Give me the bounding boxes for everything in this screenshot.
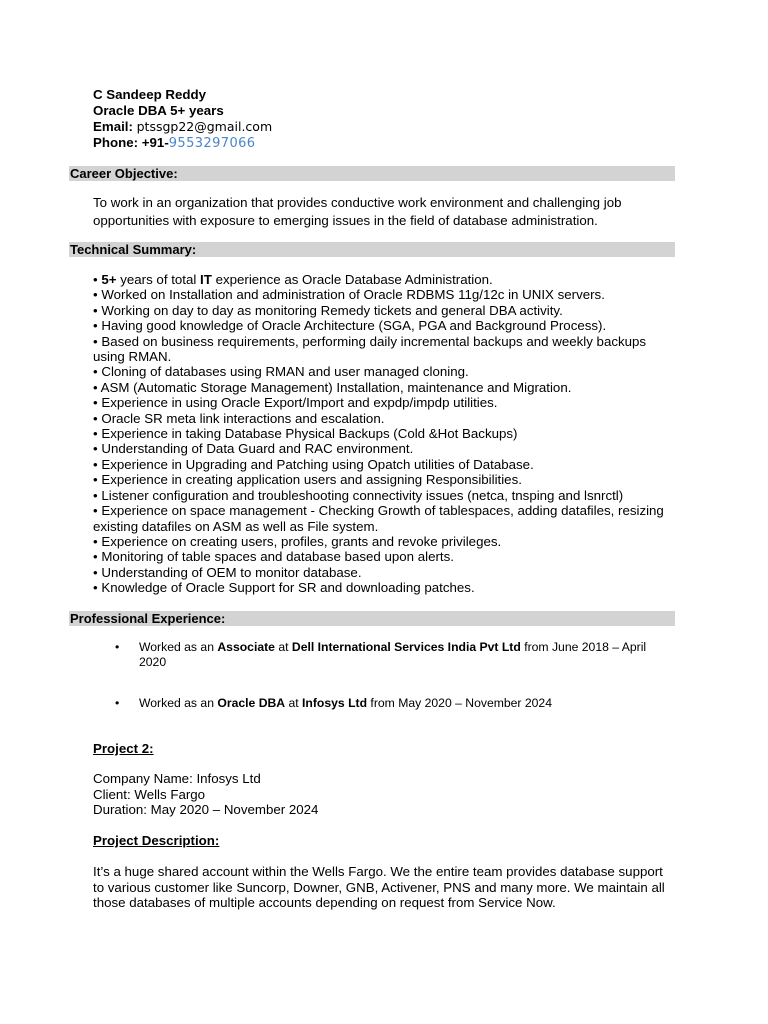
experience-period: from May 2020 – November 2024 [367, 696, 552, 710]
email-label: Email: [93, 119, 133, 134]
list-item: • Oracle SR meta link interactions and escalation. [93, 410, 385, 426]
phone-prefix: +91- [141, 135, 169, 150]
experience-company: Infosys Ltd [302, 696, 368, 710]
phone-label: Phone: [93, 135, 139, 150]
list-item: • Worked on Installation and administration of Oracle RDBMS 11g/12c in UNIX servers. [93, 287, 605, 303]
years-value: 5+ [101, 272, 117, 287]
list-item-text: years of total [116, 272, 201, 287]
project-company: Company Name: Infosys Ltd [93, 771, 261, 786]
experience-role: Associate [217, 640, 275, 654]
project-duration: Duration: May 2020 – November 2024 [93, 802, 319, 818]
list-item [93, 272, 673, 287]
experience-text [139, 640, 655, 669]
list-item: • Understanding of OEM to monitor database. [93, 564, 362, 580]
phone-line [93, 135, 272, 151]
list-item: • Having good knowledge of Oracle Architecture (SGA, PGA and Background Process). [93, 318, 607, 334]
list-item: • Experience in taking Database Physical Backups (Cold &Hot Backups) [93, 426, 518, 442]
career-objective-heading: Career Objective: [69, 166, 675, 181]
bullet-prefix: • [93, 272, 102, 287]
list-item: • Experience on space management - Checking Growth of tablespaces, adding datafiles, resizing existing datafiles on ASM as well as File system. [93, 503, 664, 534]
experience-prefix: Worked as an [139, 696, 218, 710]
bullet-icon: • [115, 696, 120, 710]
experience-period: from June 2018 – April 2020 [139, 640, 647, 669]
list-item: • Listener configuration and troubleshooting connectivity issues (netca, tnsping and lsnrctl) [93, 487, 624, 503]
list-item: • Working on day to day as monitoring Remedy tickets and general DBA activity. [93, 302, 563, 318]
project-client: Client: Wells Fargo [93, 786, 206, 802]
list-item: • Experience in Upgrading and Patching using Opatch utilities of Database. [93, 456, 534, 472]
list-item: • Experience in using Oracle Export/Import and expdp/impdp utilities. [93, 395, 498, 411]
experience-at: at [285, 696, 303, 710]
career-objective-text: To work in an organization that provides conductive work environment and challenging job opportunities with exposure to emerging issues in the field of database administration. [93, 195, 622, 228]
list-item: • Based on business requirements, performing daily incremental backups and weekly backups using RMAN. [93, 333, 647, 365]
technical-summary-list [93, 272, 673, 596]
list-item: • Understanding of Data Guard and RAC environment. [93, 441, 414, 457]
project-description-heading: Project Description: [93, 833, 220, 848]
bullet-icon: • [115, 640, 120, 654]
list-item-text: experience as Oracle Database Administration. [211, 272, 493, 287]
email-line [93, 119, 272, 135]
project-heading: Project 2: [93, 741, 154, 756]
experience-role: Oracle DBA [217, 696, 286, 710]
list-item: • Cloning of databases using RMAN and user managed cloning. [93, 364, 469, 380]
phone-number[interactable]: 9553297066 [168, 136, 256, 151]
list-item: • Knowledge of Oracle Support for SR and downloading patches. [93, 580, 475, 596]
list-item: • Experience on creating users, profiles, grants and revoke privileges. [93, 533, 502, 549]
experience-prefix: Worked as an [139, 640, 218, 654]
experience-item [115, 640, 655, 669]
project-details [93, 771, 318, 818]
candidate-role: Oracle DBA 5+ years [93, 103, 224, 118]
list-item: • Experience in creating application users and assigning Responsibilities. [93, 472, 522, 488]
candidate-name: C Sandeep Reddy [93, 87, 207, 102]
experience-at: at [274, 640, 292, 654]
experience-item [115, 696, 655, 711]
technical-summary-heading: Technical Summary: [69, 242, 675, 257]
resume-header [93, 87, 272, 151]
experience-company: Dell International Services India Pvt Ltd [291, 640, 521, 654]
experience-text [139, 696, 655, 711]
project-description-text: It’s a huge shared account within the Wells Fargo. We the entire team provides database support to various customer like Suncorp, Downer, GNB, Activener, PNS and many more. We maintain all those databases of multiple accounts depending on request from Service Now. [93, 864, 665, 911]
it-label: IT [200, 272, 212, 287]
list-item: • Monitoring of table spaces and database based upon alerts. [93, 549, 454, 565]
professional-experience-heading: Professional Experience: [69, 611, 675, 626]
list-item: • ASM (Automatic Storage Management) Installation, maintenance and Migration. [93, 379, 572, 395]
email-value[interactable]: ptssgp22@gmail.com [136, 119, 273, 134]
